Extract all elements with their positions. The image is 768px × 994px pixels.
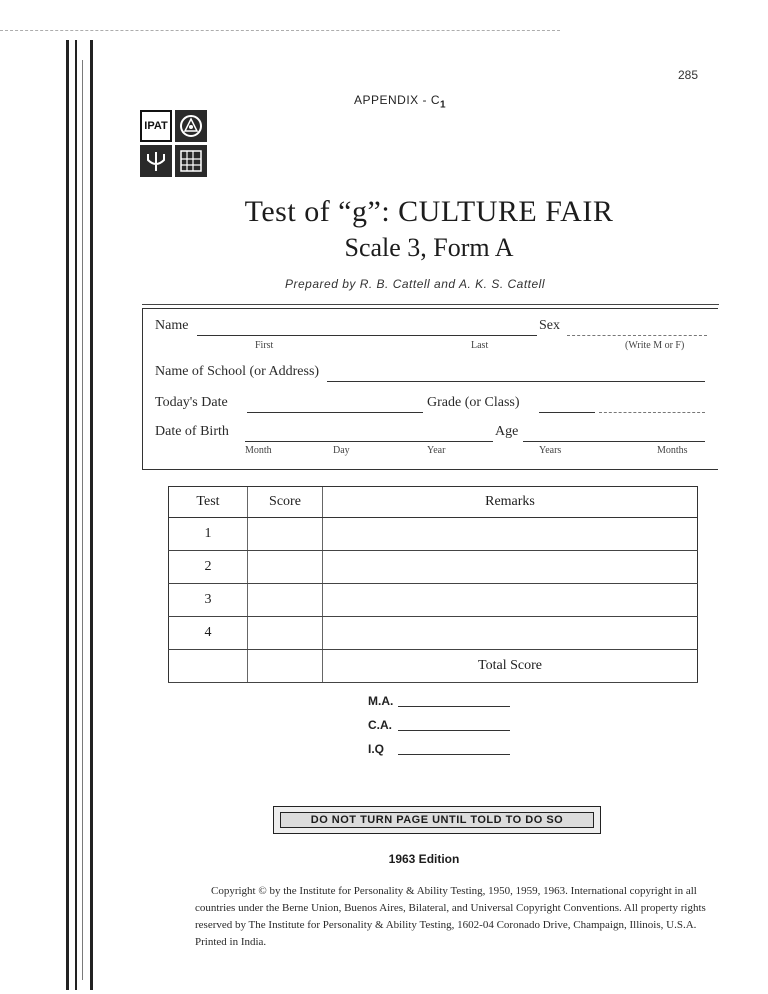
remarks-column-header: Remarks — [323, 487, 698, 518]
table-row — [169, 617, 698, 650]
test-subtitle: Scale 3, Form A — [344, 233, 514, 262]
day-label: Day — [333, 445, 350, 456]
table-row — [169, 518, 698, 551]
remarks-cell[interactable] — [323, 584, 698, 617]
sex-field[interactable] — [567, 335, 707, 336]
school-field[interactable] — [327, 381, 705, 382]
edition-label: 1963 Edition — [388, 852, 460, 866]
todays-date-field[interactable] — [247, 412, 423, 413]
ipat-logo: IPAT — [140, 110, 172, 142]
score-cell[interactable] — [248, 551, 323, 584]
total-score-label: Total Score — [323, 650, 698, 683]
year-label: Year — [427, 445, 446, 456]
student-info-box — [142, 308, 718, 470]
scan-margin-line — [66, 40, 69, 990]
grid-emblem-icon — [175, 145, 207, 177]
table-row — [169, 551, 698, 584]
psi-emblem-icon — [140, 145, 172, 177]
years-label: Years — [539, 445, 562, 456]
age-label: Age — [495, 424, 519, 439]
test-number: 3 — [169, 584, 248, 617]
school-label: Name of School (or Address) — [155, 364, 320, 379]
score-table — [168, 486, 698, 683]
name-label: Name — [155, 318, 189, 333]
first-name-label: First — [255, 340, 274, 351]
iq-field[interactable] — [398, 754, 510, 755]
appendix-label: APPENDIX - $C_1$ — [354, 93, 447, 111]
sex-label: Sex — [539, 318, 560, 333]
score-cell[interactable] — [248, 518, 323, 551]
age-field[interactable] — [523, 441, 705, 442]
scan-margin-line — [90, 40, 93, 990]
ma-label: M.A. — [368, 694, 394, 708]
grade-field-extension — [599, 412, 705, 413]
grade-label: Grade (or Class) — [427, 395, 520, 410]
remarks-cell[interactable] — [323, 518, 698, 551]
page-number: 285 — [678, 68, 699, 82]
do-not-turn-notice — [273, 806, 601, 834]
sex-hint: (Write M or F) — [625, 340, 685, 351]
ca-label: C.A. — [368, 718, 392, 732]
authors-line: Prepared by R. B. Cattell and A. K. S. Cattell — [285, 277, 545, 291]
last-name-label: Last — [471, 340, 489, 351]
test-number: 4 — [169, 617, 248, 650]
months-label: Months — [657, 445, 688, 456]
score-cell[interactable] — [248, 617, 323, 650]
copyright-notice: Copyright © by the Institute for Personality & Ability Testing, 1950, 1959, 1963. International copyright in all countries under the Berne Union, Buenos Aires, Bilateral, and Universal Copyright Conventions. All property rights reserved by The Institute for Personality & Ability Testing, 1602-04 Coronado Drive, Champaign, Illinois, U.S.A. Printed in India. — [195, 885, 706, 948]
iq-label: I.Q — [368, 742, 385, 756]
birth-date-field[interactable] — [245, 441, 493, 442]
remarks-cell[interactable] — [323, 551, 698, 584]
test-number: 2 — [169, 551, 248, 584]
scan-margin-line — [75, 40, 77, 990]
scan-noise — [0, 30, 560, 35]
total-row — [169, 650, 698, 683]
ca-field[interactable] — [398, 730, 510, 731]
remarks-cell[interactable] — [323, 617, 698, 650]
birth-date-label: Date of Birth — [155, 424, 229, 439]
table-row — [169, 584, 698, 617]
todays-date-label: Today's Date — [155, 395, 228, 410]
test-title: Test of “g”: CULTURE FAIR — [244, 195, 614, 228]
score-column-header: Score — [248, 487, 323, 518]
notice-text: DO NOT TURN PAGE UNTIL TOLD TO DO SO — [280, 812, 594, 828]
name-field[interactable] — [197, 335, 537, 336]
circle-emblem-icon — [175, 110, 207, 142]
ma-field[interactable] — [398, 706, 510, 707]
test-column-header: Test — [169, 487, 248, 518]
publisher-logo — [140, 110, 207, 177]
test-number: 1 — [169, 518, 248, 551]
month-label: Month — [245, 445, 272, 456]
grade-field[interactable] — [539, 412, 595, 413]
score-cell[interactable] — [248, 584, 323, 617]
